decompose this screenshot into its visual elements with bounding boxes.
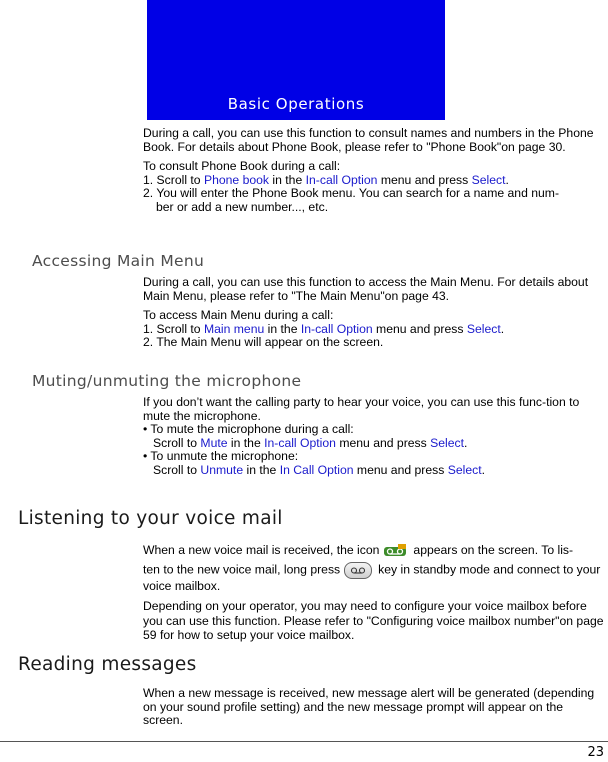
voicemail-icon xyxy=(383,544,407,557)
text: in the xyxy=(269,172,306,187)
phonebook-step-1 xyxy=(143,174,605,188)
menu-in-call-option: In-call Option xyxy=(300,321,373,336)
text: appears on the screen. To lis- xyxy=(413,543,574,557)
text: menu and press xyxy=(372,321,467,336)
phonebook-section xyxy=(143,127,605,215)
text: key in standby mode and connect to your voice mailbox. xyxy=(143,563,601,594)
mute-bullet-2-detail xyxy=(143,464,605,478)
text: menu and press xyxy=(377,172,472,187)
main-menu-step-2: 2. The Main Menu will appear on the screen. xyxy=(143,335,384,350)
page-number: 23 xyxy=(587,745,604,760)
text: 1. Scroll to xyxy=(143,321,204,336)
text: in the xyxy=(227,435,265,450)
mute-bullet-1-detail xyxy=(143,437,605,451)
menu-item-mute: Mute xyxy=(200,435,228,450)
softkey-select: Select xyxy=(471,172,506,187)
menu-item-phone-book: Phone book xyxy=(203,172,270,187)
chapter-banner xyxy=(147,0,445,120)
messages-section xyxy=(143,687,605,728)
text: . xyxy=(500,321,505,336)
text: Scroll to xyxy=(153,435,201,450)
text: . xyxy=(463,435,468,450)
text: menu and press xyxy=(353,462,448,477)
main-menu-section xyxy=(143,276,605,350)
text: in the xyxy=(264,321,301,336)
messages-para-1: When a new message is received, new message alert will be generated (depending on your sound profile setting) and the new message prompt will appear on the screen. xyxy=(143,686,595,728)
text: in the xyxy=(243,462,280,477)
mute-bullet-1: • To mute the microphone during a call: xyxy=(143,422,354,437)
main-menu-lead: To access Main Menu during a call: xyxy=(143,308,334,323)
text: ten to the new voice mail, long press xyxy=(143,563,341,577)
heading-mute: Muting/unmuting the microphone xyxy=(32,372,302,390)
voicemail-section xyxy=(143,543,605,642)
text: . xyxy=(481,462,485,477)
text: Scroll to xyxy=(153,462,201,477)
text: When a new voice mail is received, the icon xyxy=(143,543,380,557)
phonebook-step-2b: ber or add a new number..., etc. xyxy=(156,199,329,214)
text: 1. Scroll to xyxy=(143,172,204,187)
softkey-select: Select xyxy=(430,435,464,450)
text: . xyxy=(505,172,509,187)
heading-messages: Reading messages xyxy=(18,654,197,675)
footer-divider xyxy=(0,741,608,742)
menu-item-main-menu: Main menu xyxy=(203,321,265,336)
text: menu and press xyxy=(335,435,431,450)
mute-section xyxy=(143,396,605,478)
voicemail-key-icon xyxy=(344,562,372,579)
heading-voicemail: Listening to your voice mail xyxy=(18,508,283,529)
menu-in-call-option: In-call Option xyxy=(305,172,378,187)
menu-in-call-option: In Call Option xyxy=(279,462,354,477)
softkey-select: Select xyxy=(466,321,501,336)
main-menu-intro: During a call, you can use this function to access the Main Menu. For details about Main Menu, please refer to "The Main Menu"on page 43. xyxy=(143,275,589,303)
main-menu-step-1 xyxy=(143,323,605,337)
phonebook-step-2a: 2. You will enter the Phone Book menu. You can search for a name and num- xyxy=(143,186,560,201)
softkey-select: Select xyxy=(447,462,482,477)
mute-intro: If you don’t want the calling party to hear your voice, you can use this func-tion to mute the microphone. xyxy=(143,395,580,423)
menu-in-call-option: In-call Option xyxy=(264,435,336,450)
chapter-title: Basic Operations xyxy=(227,95,365,113)
phonebook-intro: During a call, you can use this function to consult names and numbers in the Phone Book. For details about Phone Book, please refer to "Phone Book"on page 30. xyxy=(143,126,594,154)
menu-item-unmute: Unmute xyxy=(200,462,244,477)
phonebook-lead: To consult Phone Book during a call: xyxy=(143,159,341,174)
mute-bullet-2: • To unmute the microphone: xyxy=(143,449,299,464)
voicemail-para-1 xyxy=(143,543,605,557)
voicemail-para-2: Depending on your operator, you may need to configure your voice mailbox before you can use this function. Please refer to "Configuring voice mailbox number"on page 59 for how to setup your voice mailbox. xyxy=(143,599,604,642)
heading-main-menu: Accessing Main Menu xyxy=(32,252,205,270)
voicemail-para-1-cont xyxy=(143,562,605,593)
